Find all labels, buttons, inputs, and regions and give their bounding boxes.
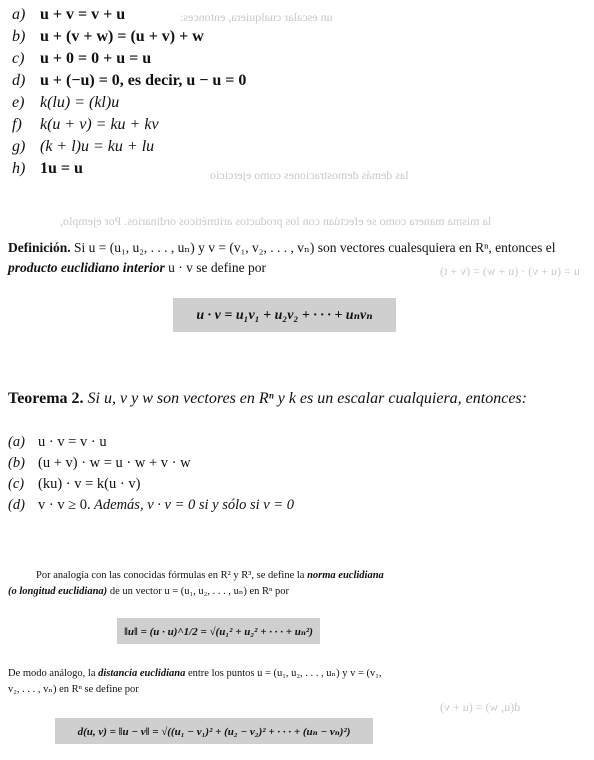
property-g: [12, 136, 246, 158]
distance-paragraph: [8, 666, 382, 682]
theorem-items-list: [8, 432, 294, 516]
bleed-through-text: un escalar cualquiera, entonces:: [180, 10, 333, 24]
theorem-item-label: (d): [8, 497, 25, 513]
distance-text: De modo análogo, la: [8, 668, 99, 679]
property-f: [12, 114, 246, 136]
bleed-through-text: la misma manera como se efectúan con los productos aritméticos ordinarios. Por ejemplo,: [60, 214, 492, 228]
property-h: [12, 158, 246, 180]
theorem-item-d: [8, 495, 294, 516]
theorem-text: Si u, v y w son vectores en Rⁿ y k es un escalar cualquiera, entonces:: [83, 390, 527, 407]
distance-text-mid: entre los puntos u = (u₁, u₂, . . . , uₙ) y v = (v₁,: [185, 668, 382, 679]
norm-paragraph: [36, 568, 384, 584]
property-d: [12, 70, 246, 92]
theorem-item-c: [8, 474, 294, 495]
theorem-item-label: (a): [8, 434, 25, 450]
property-expression: k(lu) = (kl)u: [40, 94, 120, 111]
property-b: [12, 26, 246, 48]
property-expression: u + (−u) = 0, es decir, u − u = 0: [40, 72, 247, 89]
norm-text-end: de un vector u = (u₁, u₂, . . . , uₙ) en Rⁿ por: [107, 586, 289, 597]
property-label: h): [12, 160, 26, 177]
definition-text: Si u = (u₁, u₂, . . . , uₙ) y v = (v₁, v₂, . . . , vₙ) son vectores cualesquiera en Rⁿ, entonces el: [70, 240, 556, 255]
property-expression: 1u = u: [40, 160, 83, 177]
bleed-through-text: d(u, w) = (u + v): [440, 700, 521, 714]
distance-formula: d(u, v) = ‖u − v‖ = √((u₁ − v₁)² + (u₂ − v₂)² + · · · + (uₙ − vₙ)²): [55, 718, 373, 744]
property-expression: u + 0 = 0 + u = u: [40, 50, 152, 67]
bleed-through-text: u = (u + v) · (u + w) = (v + t): [440, 264, 580, 278]
property-expression: (k + l)u = ku + lu: [40, 138, 155, 155]
property-e: [12, 92, 246, 114]
theorem-item-expression: (ku) · v = k(u · v): [38, 476, 141, 492]
definition-paragraph: [8, 238, 588, 278]
property-expression: u + (v + w) = (u + v) + w: [40, 28, 204, 45]
property-label: c): [12, 50, 25, 67]
property-label: e): [12, 94, 25, 111]
property-label: b): [12, 28, 26, 45]
theorem-heading: Teorema 2.: [8, 390, 84, 407]
theorem-statement: [8, 390, 527, 408]
norm-term: norma euclidiana: [307, 570, 384, 581]
theorem-item-b: [8, 453, 294, 474]
property-a: [12, 4, 246, 26]
distance-term: distancia euclidiana: [98, 668, 186, 679]
property-expression: k(u + v) = ku + kv: [40, 116, 159, 133]
theorem-item-label: (b): [8, 455, 25, 471]
theorem-item-a: [8, 432, 294, 453]
theorem-item-label: (c): [8, 476, 25, 492]
definition-term: producto euclidiano interior: [8, 260, 165, 275]
property-expression: u + v = v + u: [40, 6, 126, 23]
property-label: g): [12, 138, 26, 155]
distance-text-end: v₂, . . . , vₙ) en Rⁿ se define por: [8, 684, 139, 695]
distance-paragraph-line-2: [8, 682, 139, 698]
norm-text: Por analogía con las conocidas fórmulas en R² y R³, se define la: [36, 570, 308, 581]
property-label: a): [12, 6, 26, 23]
theorem-item-expression: v · v ≥ 0.: [38, 497, 91, 513]
property-c: [12, 48, 246, 70]
vector-properties-list: [12, 4, 246, 180]
bleed-through-text: las demás demostraciones como ejercicio: [210, 168, 409, 182]
theorem-item-tail: Además, v · v = 0 si y sólo si v = 0: [90, 497, 295, 513]
norm-paragraph-line-2: [8, 584, 289, 600]
property-label: f): [12, 116, 22, 133]
norm-term-alt: (o longitud euclidiana): [8, 586, 108, 597]
definition-heading: Definición.: [8, 240, 71, 255]
property-label: d): [12, 72, 26, 89]
theorem-item-expression: u · v = v · u: [38, 434, 107, 450]
theorem-item-expression: (u + v) · w = u · w + v · w: [38, 455, 191, 471]
definition-text-end: u · v se define por: [164, 260, 266, 275]
norm-formula: ‖u‖ = (u · u)^1/2 = √(u₁² + u₂² + · · · + uₙ²): [117, 618, 320, 644]
inner-product-formula: u · v = u₁v₁ + u₂v₂ + · · · + uₙvₙ: [173, 298, 396, 332]
